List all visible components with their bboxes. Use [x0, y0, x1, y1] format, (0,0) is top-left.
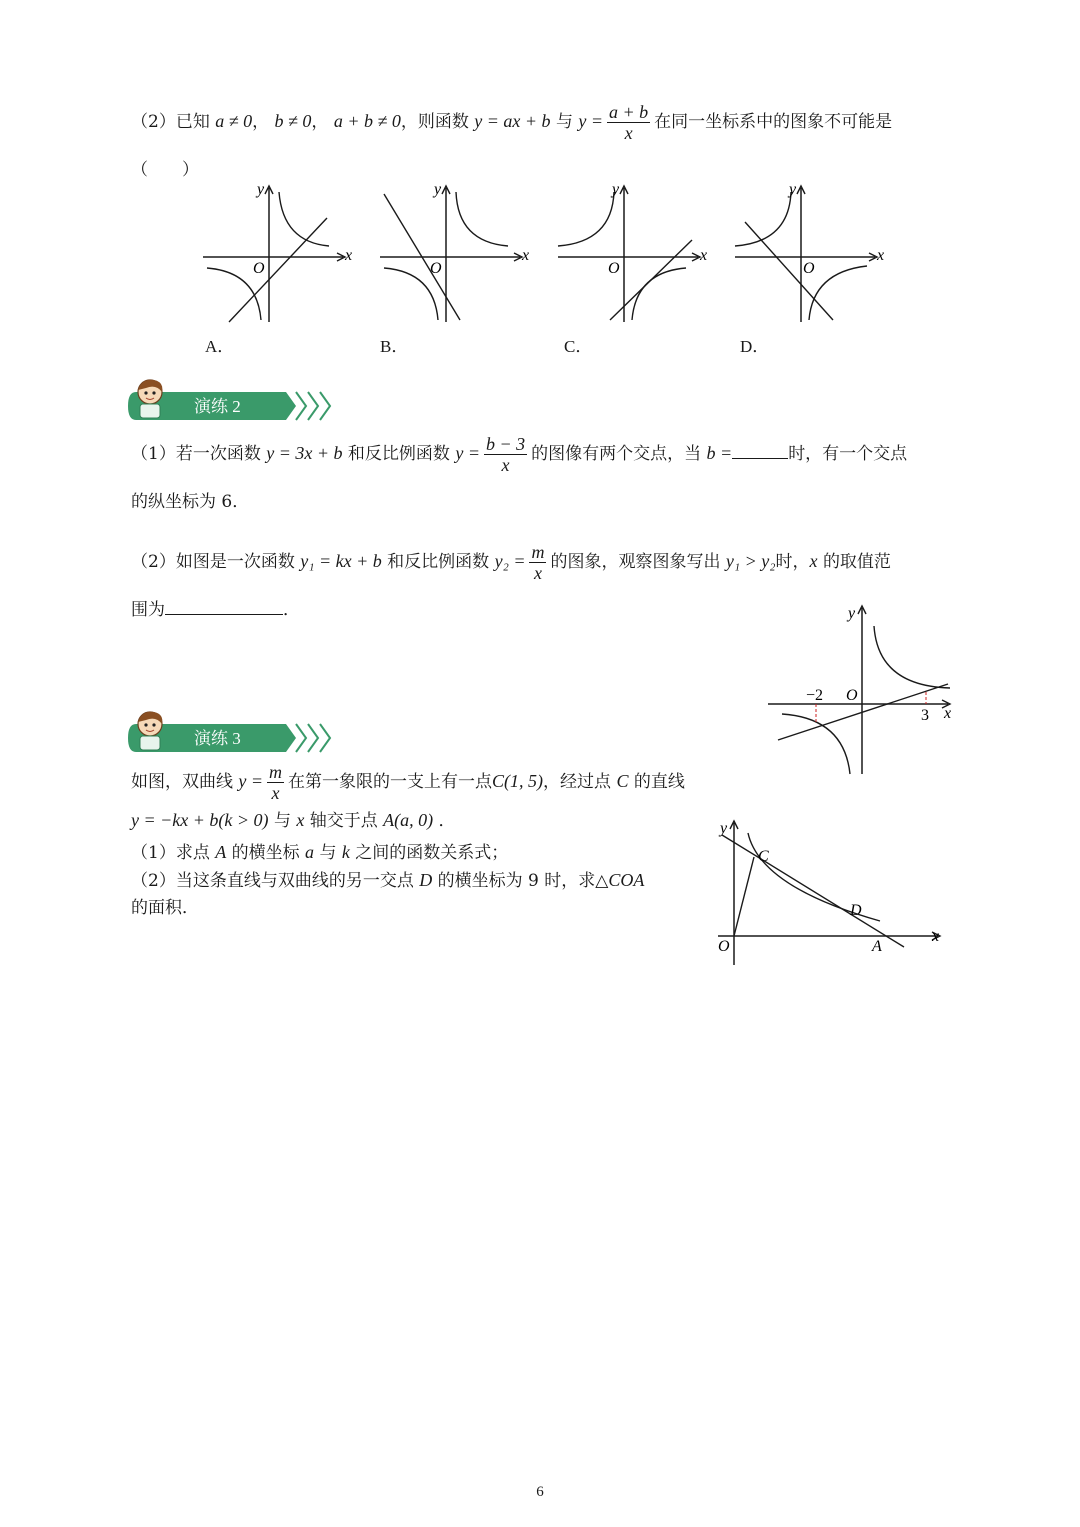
p2-q1-line1: （1）若一次函数 y = 3x + b 和反比例函数 y = $\frac{b - 3}{x}$ 的图像有两个交点，当 b = 时，有一个交点: [131, 434, 908, 475]
x-label: x: [345, 247, 353, 264]
p3-q2: （2）当这条直线与双曲线的另一交点 D 的横坐标为 9 时，求△COA: [131, 870, 645, 891]
fraction: $\frac{b - 3}{x}$: [485, 434, 526, 475]
option-c[interactable]: C．: [564, 337, 593, 356]
fraction: $\frac{m}{x}$: [269, 762, 283, 803]
x-label: x: [944, 705, 952, 722]
q-2-paren: （ ）: [131, 160, 199, 180]
q-2-stem-line1: （2）已知 a ≠ 0， b ≠ 0， a + b ≠ 0，则函数 y = ax + b 与 y = $\frac{a + b}{x}$ 在同一坐标系中的图象不可能是: [131, 102, 893, 143]
p3-line2: y = −kx + b(k > 0) 与 x 轴交于点 A(a, 0) ．: [131, 810, 456, 831]
tick-label-neg2: −2: [806, 687, 824, 704]
cartoon-boy-icon: [138, 380, 162, 418]
p3-q2-line2: 的面积．: [131, 898, 199, 918]
banner-label: 演练 3: [194, 729, 241, 748]
p3-q1: （1）求点 A 的横坐标 a 与 k 之间的函数关系式；: [131, 842, 509, 863]
fraction: $\frac{m}{x}$: [531, 542, 545, 583]
page-number: 6: [536, 1484, 544, 1500]
p2-q1-line2: 的纵坐标为 6．: [131, 492, 250, 512]
x-label: x: [877, 247, 885, 264]
origin-label: O: [718, 938, 730, 955]
y-label: y: [434, 181, 442, 198]
y-label: y: [720, 820, 728, 837]
p3-figure: [700, 815, 960, 975]
p2-q2-line2: 围为 ．: [131, 600, 300, 620]
graph-a: [195, 180, 365, 330]
graph-b: [372, 180, 542, 330]
point-label-a: A: [872, 938, 882, 955]
origin-label: O: [430, 260, 442, 277]
x-label: x: [522, 247, 530, 264]
p2-q2-line1: （2）如图是一次函数 y₁ = kx + b 和反比例函数 y₂ = $\frac{m}{x}$ 的图象，观察图象写出 y₁ > y₂时，x 的取值范: [131, 542, 891, 583]
option-a[interactable]: A．: [205, 337, 235, 356]
y-label: y: [848, 605, 856, 622]
tick-label-3: 3: [921, 707, 929, 724]
answer-blank[interactable]: [732, 442, 788, 459]
cartoon-boy-icon: [138, 712, 162, 750]
origin-label: O: [803, 260, 815, 277]
origin-label: O: [608, 260, 620, 277]
y-label: y: [257, 181, 265, 198]
y-label: y: [612, 181, 620, 198]
origin-label: O: [253, 260, 265, 277]
section-banner-3: [126, 708, 336, 758]
option-d[interactable]: D．: [740, 337, 770, 356]
graph-d: [727, 180, 897, 330]
point-label-d: D: [850, 902, 862, 919]
origin-label: O: [846, 687, 858, 704]
point-label-c: C: [758, 848, 769, 865]
x-label: x: [700, 247, 708, 264]
banner-label: 演练 2: [194, 397, 241, 416]
fraction: $\frac{a + b}{x}$: [609, 102, 649, 143]
answer-blank[interactable]: [165, 598, 283, 615]
p3-line1: 如图，双曲线 y = $\frac{m}{x}$ 在第一象限的一支上有一点C(1, 5)，经过点 C 的直线: [131, 762, 685, 803]
x-label: x: [932, 928, 940, 945]
section-banner-2: [126, 376, 336, 426]
p2-figure: [762, 598, 962, 780]
graph-c: [550, 180, 720, 330]
option-b[interactable]: B．: [380, 337, 409, 356]
y-label: y: [789, 181, 797, 198]
